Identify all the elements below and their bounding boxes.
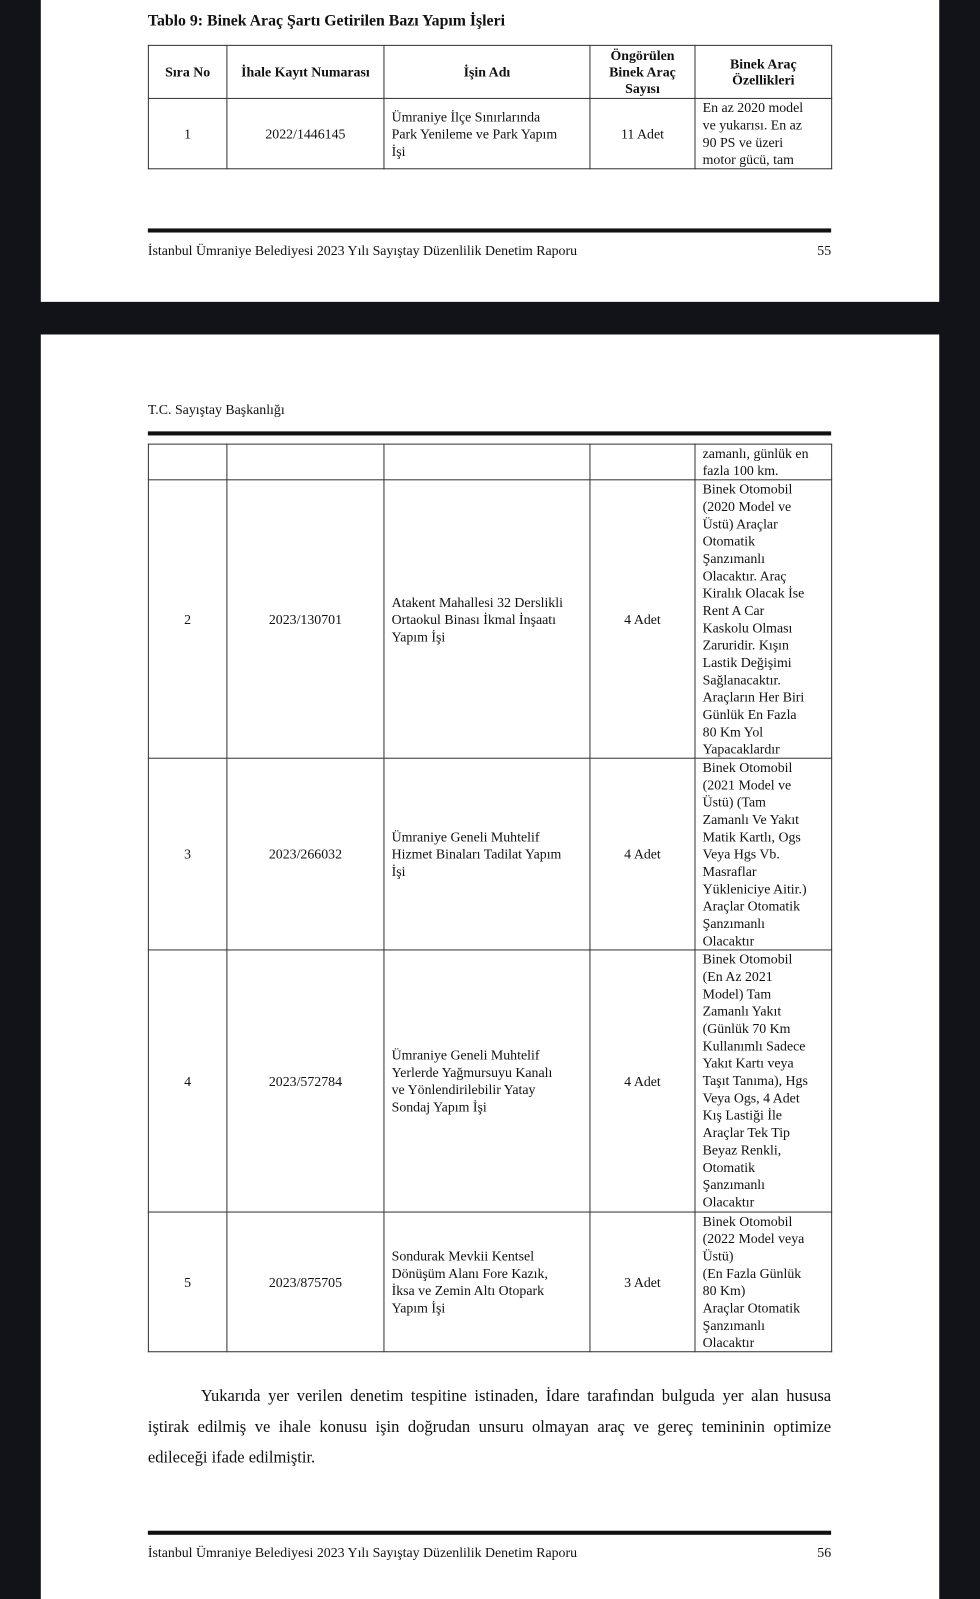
conclusion-paragraph: Yukarıda yer verilen denetim tespitine istinaden, İdare tarafından bulguda yer alan hususa iştirak edilmiş ve ihale konusu işin doğrudan unsuru olmayan araç ve gereç temininin optimize edileceği ifade edilmiştir.: [147, 1386, 832, 1467]
table-row: [148, 758, 831, 950]
table-row: [148, 1212, 831, 1352]
page-number: 55: [817, 242, 832, 259]
cell-ihale-kayit: 2022/1446145: [227, 98, 384, 168]
cell-arac-sayisi: 4 Adet: [590, 480, 695, 758]
cell-arac-sayisi: 3 Adet: [590, 1212, 695, 1352]
cell-ihale-kayit: 2023/572784: [227, 950, 384, 1212]
cell-arac-sayisi: 4 Adet: [590, 950, 695, 1212]
cell-sira-no: 1: [148, 98, 227, 168]
table-title: Tablo 9: Binek Araç Şartı Getirilen Bazı Yapım İşleri: [147, 12, 505, 30]
table-row: [148, 950, 831, 1212]
cell-sira-no: 5: [148, 1212, 227, 1352]
cell-ihale-kayit: 2023/266032: [227, 758, 384, 950]
page-footer: İstanbul Ümraniye Belediyesi 2023 Yılı Sayıştay Düzenlilik Denetim Raporu: [147, 242, 578, 259]
cell-arac-ozellikleri: Binek Otomobil (2022 Model veya Üstü) (En Fazla Günlük 80 Km) Araçlar Otomatik Şanzımanlı Olacaktır: [695, 1212, 832, 1352]
page-header: T.C. Sayıştay Başkanlığı: [147, 401, 285, 418]
header-arac-sayisi: Öngörülen Binek Araç Sayısı: [590, 45, 695, 98]
header-arac-ozellikleri: Binek Araç Özellikleri: [695, 45, 832, 98]
cell-sira-no: 2: [148, 480, 227, 758]
cell-arac-ozellikleri: Binek Otomobil (2021 Model ve Üstü) (Tam Zamanlı Ve Yakıt Matik Kartlı, Ogs Veya Hgs Vb. Masraflar Yükleniciye Aitir.) Araçlar Otomatik Şanzımanlı Olacaktır: [695, 758, 832, 950]
cell-sira-no: 3: [148, 758, 227, 950]
header-ihale-kayit: İhale Kayıt Numarası: [227, 45, 384, 98]
vehicle-table-part2: [148, 444, 832, 1353]
table-row-continuation: [148, 444, 831, 480]
header-isin-adi: İşin Adı: [384, 45, 590, 98]
cell-ihale-kayit: 2023/875705: [227, 1212, 384, 1352]
cell-sira-no: 4: [148, 950, 227, 1212]
page-footer: İstanbul Ümraniye Belediyesi 2023 Yılı Sayıştay Düzenlilik Denetim Raporu: [147, 1544, 578, 1561]
cell-arac-ozellikleri: En az 2020 model ve yukarısı. En az 90 PS ve üzeri motor gücü, tam: [695, 98, 832, 168]
header-sira-no: Sıra No: [148, 45, 227, 98]
table-row: [148, 480, 831, 758]
page-55: [41, 0, 939, 302]
footer-rule: [148, 228, 831, 232]
cell-arac-sayisi: 4 Adet: [590, 758, 695, 950]
page-56: [41, 334, 939, 1599]
cell-isin-adi: Atakent Mahallesi 32 Derslikli Ortaokul Binası İkmal İnşaatı Yapım İşi: [384, 480, 590, 758]
footer-rule: [148, 1531, 831, 1535]
cell-arac-sayisi: 11 Adet: [590, 98, 695, 168]
cell-spec: zamanlı, günlük en fazla 100 km.: [695, 444, 832, 480]
cell-ihale-kayit: 2023/130701: [227, 480, 384, 758]
cell-isin-adi: Sondurak Mevkii Kentsel Dönüşüm Alanı Fore Kazık, İksa ve Zemin Altı Otopark Yapım İşi: [384, 1212, 590, 1352]
table-row: [148, 98, 831, 168]
vehicle-table-part1: [148, 45, 832, 169]
cell-isin-adi: Ümraniye Geneli Muhtelif Yerlerde Yağmursuyu Kanalı ve Yönlendirilebilir Yatay Sondaj Yapım İşi: [384, 950, 590, 1212]
cell-arac-ozellikleri: Binek Otomobil (2020 Model ve Üstü) Araçlar Otomatik Şanzımanlı Olacaktır. Araç Kiralık Olacak İse Rent A Car Kaskolu Olması Zaruridir. Kışın Lastik Değişimi Sağlanacaktır. Araçların Her Biri Günlük En Fazla 80 Km Yol Yapacaklardır: [695, 480, 832, 758]
page-number: 56: [817, 1544, 832, 1561]
cell-arac-ozellikleri: Binek Otomobil (En Az 2021 Model) Tam Zamanlı Yakıt (Günlük 70 Km Kullanımlı Sadece Yakıt Kartı veya Taşıt Tanıma), Hgs Veya Ogs, 4 Adet Kış Lastiği İle Araçlar Tek Tip Beyaz Renkli, Otomatik Şanzımanlı Olacaktır: [695, 950, 832, 1212]
table-header-row: [148, 45, 831, 98]
cell-isin-adi: Ümraniye İlçe Sınırlarında Park Yenileme ve Park Yapım İşi: [384, 98, 590, 168]
cell-isin-adi: Ümraniye Geneli Muhtelif Hizmet Binaları Tadilat Yapım İşi: [384, 758, 590, 950]
header-rule: [148, 431, 831, 435]
